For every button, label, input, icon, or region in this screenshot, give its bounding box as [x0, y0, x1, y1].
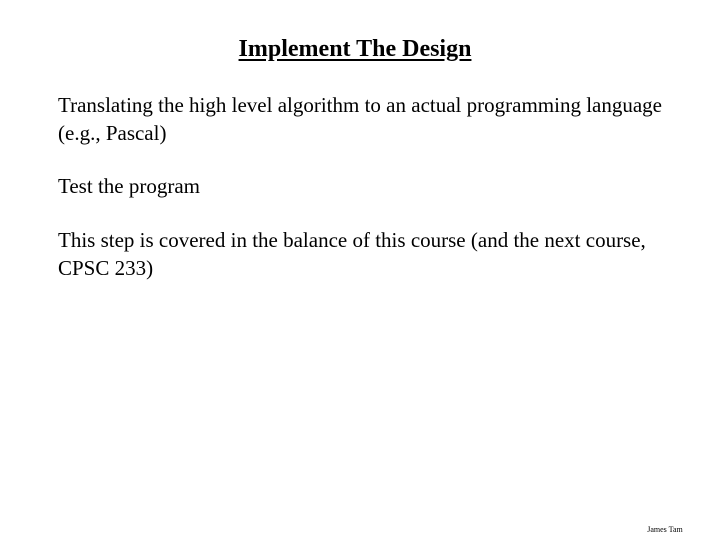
slide-title: Implement The Design — [238, 36, 472, 62]
bullet-course-coverage: This step is covered in the balance of this course (and the next course, CPSC 233) — [58, 228, 646, 280]
bullet-test-program: Test the program — [58, 174, 200, 198]
author-footer: James Tam — [647, 525, 683, 534]
bullet-translating: Translating the high level algorithm to an actual programming language (e.g., Pascal) — [58, 93, 662, 145]
